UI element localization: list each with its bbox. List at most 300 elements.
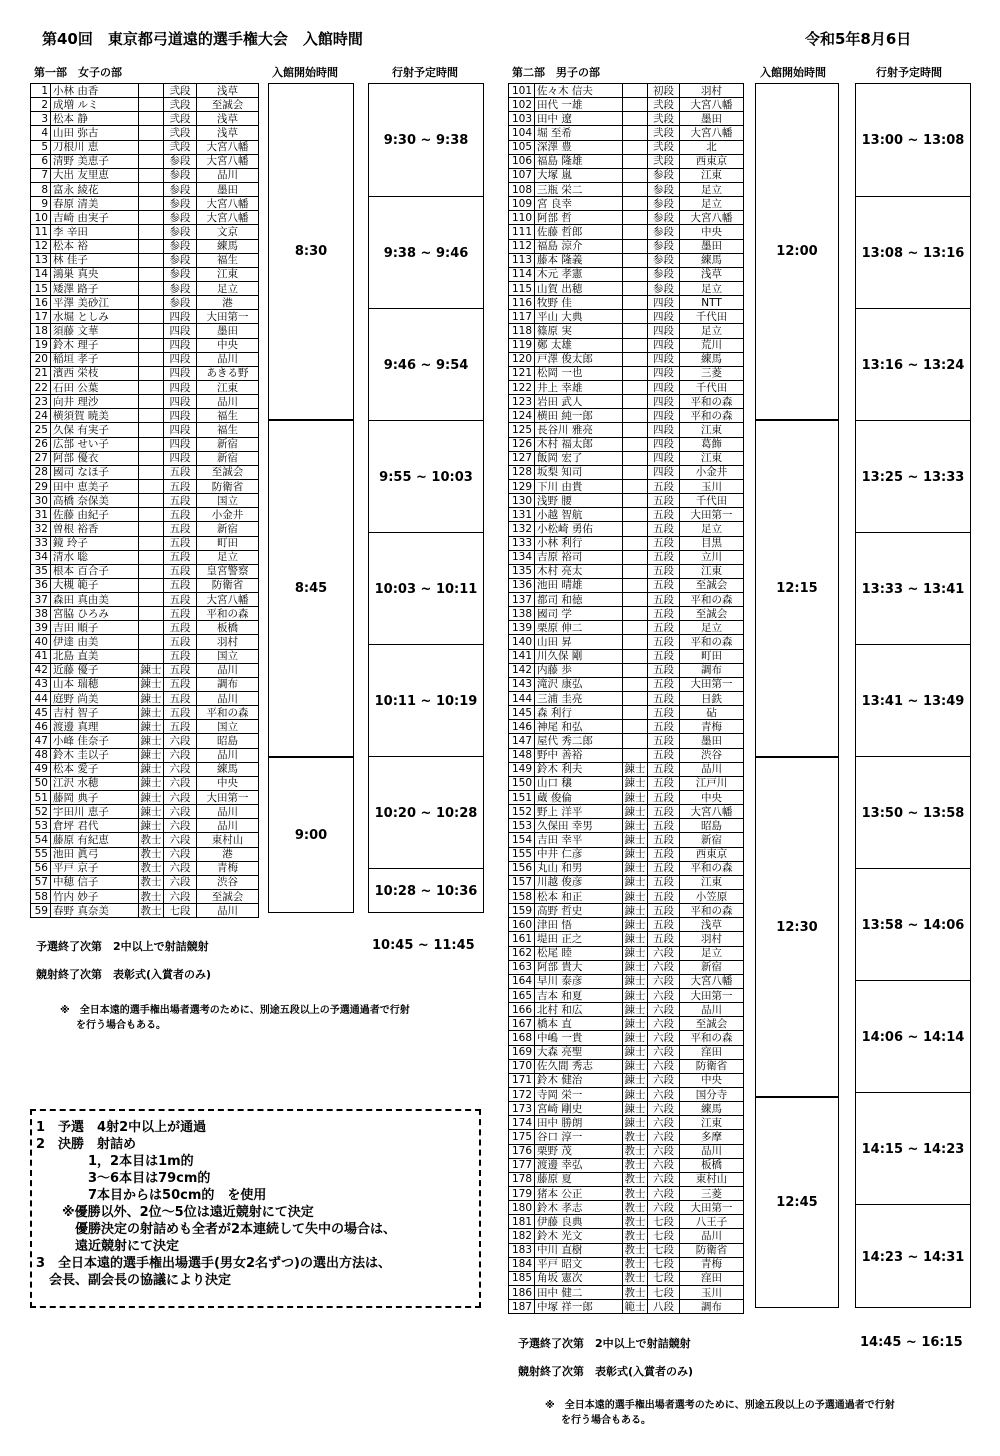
men-rank: 五段 — [648, 663, 680, 677]
women-rank: 四段 — [164, 310, 197, 324]
women-shoot-time: 10:20 ~ 10:28 — [369, 756, 483, 869]
women-competitor-name: 大槻 範子 — [51, 578, 139, 592]
women-title: 教士 — [140, 848, 162, 861]
men-row — [509, 649, 744, 663]
men-rank: 五段 — [648, 508, 680, 522]
men-competitor-name: 牧野 佳 — [535, 296, 623, 310]
men-row — [509, 1059, 744, 1073]
women-rank: 参段 — [164, 239, 197, 253]
men-rank: 六段 — [648, 1003, 680, 1017]
men-row — [509, 578, 744, 592]
women-row — [31, 437, 259, 451]
men-row — [509, 1300, 744, 1314]
men-entry-number: 118 — [509, 324, 535, 338]
women-competitor-name: 大出 友里恵 — [51, 168, 139, 182]
women-title — [139, 380, 164, 394]
men-entry-number: 170 — [509, 1059, 535, 1073]
men-competitor-name: 滝沢 康弘 — [535, 677, 623, 691]
men-title: 錬士 — [624, 947, 646, 960]
men-row — [509, 805, 744, 819]
men-rank: 七段 — [648, 1215, 680, 1229]
women-row — [31, 706, 259, 720]
women-competitor-name: 鈴木 圭以子 — [51, 748, 139, 762]
women-entry-number: 31 — [31, 508, 51, 522]
men-club: 大宮八幡 — [680, 126, 744, 140]
women-club: 至誠会 — [197, 98, 259, 112]
men-title — [623, 451, 648, 465]
women-row — [31, 536, 259, 550]
men-row — [509, 692, 744, 706]
men-entry-number: 156 — [509, 861, 535, 875]
men-rank: 弐段 — [648, 154, 680, 168]
men-row — [509, 409, 744, 423]
rules-line: 3 全日本遠的選手権出場選手(男女2名ずつ)の選出方法は、 — [36, 1256, 391, 1271]
men-entry-number: 108 — [509, 182, 535, 196]
women-entry-number: 59 — [31, 904, 51, 918]
men-competitor-name: 鈴木 光文 — [535, 1229, 623, 1243]
women-competitor-name: 林 佳子 — [51, 253, 139, 267]
men-rank: 六段 — [648, 960, 680, 974]
women-club: 町田 — [197, 536, 259, 550]
men-rank: 六段 — [648, 1186, 680, 1200]
men-competitor-name: 久保田 幸男 — [535, 819, 623, 833]
women-rank: 五段 — [164, 550, 197, 564]
men-rank: 四段 — [648, 310, 680, 324]
men-rank: 参段 — [648, 225, 680, 239]
women-title: 錬士 — [140, 735, 162, 748]
men-club: 西東京 — [680, 154, 744, 168]
men-entry-number: 178 — [509, 1172, 535, 1186]
men-club: 平和の森 — [680, 635, 744, 649]
rules-line: 7本目からは50cm的 を使用 — [36, 1188, 267, 1203]
men-competitor-name: 野中 善裕 — [535, 748, 623, 762]
men-entry-number: 166 — [509, 1003, 535, 1017]
men-entry-number: 140 — [509, 635, 535, 649]
men-club: 足立 — [680, 281, 744, 295]
women-competitor-name: 根本 百合子 — [51, 564, 139, 578]
women-title — [139, 366, 164, 380]
men-row — [509, 904, 744, 918]
women-entry-number: 52 — [31, 805, 51, 819]
men-club: 江東 — [680, 451, 744, 465]
men-club: 平和の森 — [680, 861, 744, 875]
women-row — [31, 182, 259, 196]
men-row — [509, 1271, 744, 1285]
women-club: 渋谷 — [197, 875, 259, 889]
men-entry-number: 111 — [509, 225, 535, 239]
women-competitor-name: 山本 瑞穂 — [51, 677, 139, 691]
women-club: 品川 — [197, 805, 259, 819]
rules-line: 会長、副会長の協議により決定 — [36, 1273, 232, 1288]
men-title — [623, 550, 648, 564]
women-row — [31, 564, 259, 578]
women-entry-number: 9 — [31, 197, 51, 211]
men-entry-number: 187 — [509, 1300, 535, 1314]
men-competitor-name: 佐久間 秀志 — [535, 1059, 623, 1073]
men-title — [623, 168, 648, 182]
men-title: 錬士 — [624, 834, 646, 847]
women-entry-number: 22 — [31, 380, 51, 394]
women-club: 大宮八幡 — [197, 140, 259, 154]
men-title — [623, 366, 648, 380]
men-entry-number: 116 — [509, 296, 535, 310]
men-rank: 六段 — [648, 1059, 680, 1073]
men-entry-number: 168 — [509, 1031, 535, 1045]
men-competitor-name: 小越 智航 — [535, 508, 623, 522]
men-entry-number: 184 — [509, 1257, 535, 1271]
women-competitor-name: 松本 裕 — [51, 239, 139, 253]
men-competitor-name: 丸山 和男 — [535, 861, 623, 875]
men-title — [623, 649, 648, 663]
men-competitor-name: 谷口 淳一 — [535, 1130, 623, 1144]
women-club: 平和の森 — [197, 706, 259, 720]
men-title: 錬士 — [624, 848, 646, 861]
women-title — [139, 578, 164, 592]
men-entry-number: 109 — [509, 197, 535, 211]
men-competitor-name: 横田 純一郎 — [535, 409, 623, 423]
men-rank: 五段 — [648, 720, 680, 734]
men-title — [623, 98, 648, 112]
men-competitor-name: 堤田 正之 — [535, 932, 623, 946]
women-club: 大宮八幡 — [197, 593, 259, 607]
men-row — [509, 1017, 744, 1031]
men-title: 錬士 — [624, 876, 646, 889]
women-row — [31, 550, 259, 564]
men-title: 教士 — [624, 1201, 646, 1214]
men-row — [509, 1045, 744, 1059]
women-row — [31, 649, 259, 663]
women-club: 国立 — [197, 720, 259, 734]
women-entry-number: 20 — [31, 352, 51, 366]
women-rank: 参段 — [164, 267, 197, 281]
men-title: 錬士 — [624, 1102, 646, 1115]
men-competitor-name: 栗原 伸二 — [535, 621, 623, 635]
men-entry-number: 173 — [509, 1102, 535, 1116]
men-row — [509, 1158, 744, 1172]
women-row — [31, 409, 259, 423]
men-entry-number: 149 — [509, 762, 535, 776]
men-club: 大田第一 — [680, 508, 744, 522]
men-rank: 参段 — [648, 267, 680, 281]
men-competitor-name: 中嶋 一貴 — [535, 1031, 623, 1045]
women-competitor-name: 清野 美恵子 — [51, 154, 139, 168]
men-row — [509, 663, 744, 677]
women-row — [31, 112, 259, 126]
women-competitor-name: 石田 公葉 — [51, 380, 139, 394]
men-club: 江東 — [680, 1116, 744, 1130]
women-entry-number: 24 — [31, 409, 51, 423]
men-shoot-time: 13:41 ~ 13:49 — [856, 644, 970, 757]
men-competitor-name: 山口 穣 — [535, 776, 623, 790]
men-title — [623, 140, 648, 154]
men-title — [623, 663, 648, 677]
women-rank: 六段 — [164, 890, 197, 904]
women-club: 大宮八幡 — [197, 154, 259, 168]
men-title — [623, 437, 648, 451]
men-competitor-name: 早川 泰彦 — [535, 974, 623, 988]
men-shoot-time: 13:08 ~ 13:16 — [856, 196, 970, 309]
women-entry-number: 33 — [31, 536, 51, 550]
men-club: 新宿 — [680, 833, 744, 847]
men-entry-number: 117 — [509, 310, 535, 324]
men-title — [623, 692, 648, 706]
women-entry-number: 16 — [31, 296, 51, 310]
women-row — [31, 296, 259, 310]
men-title — [623, 225, 648, 239]
men-competitor-name: 田中 勝朗 — [535, 1116, 623, 1130]
men-note-line1: ※ 全日本遠的選手権出場者選考のために、別途五段以上の予選通過者で行射 — [545, 1400, 895, 1411]
women-entry-number: 21 — [31, 366, 51, 380]
men-title — [623, 494, 648, 508]
men-competitor-name: 鈴木 健治 — [535, 1073, 623, 1087]
women-club: 浅草 — [197, 84, 259, 98]
men-row — [509, 776, 744, 790]
men-competitor-name: 藤本 隆義 — [535, 253, 623, 267]
men-entry-number: 154 — [509, 833, 535, 847]
men-title: 教士 — [624, 1145, 646, 1158]
men-rank: 五段 — [648, 479, 680, 493]
men-club: 大宮八幡 — [680, 98, 744, 112]
women-club: 江東 — [197, 380, 259, 394]
rules-box — [30, 1109, 481, 1308]
women-competitor-name: 平澤 美砂江 — [51, 296, 139, 310]
men-competitor-name: 木村 亮太 — [535, 564, 623, 578]
women-title — [139, 508, 164, 522]
men-club: 江東 — [680, 875, 744, 889]
men-club: 新宿 — [680, 960, 744, 974]
women-title: 錬士 — [140, 749, 162, 762]
men-club: 墨田 — [680, 239, 744, 253]
women-club: 品川 — [197, 663, 259, 677]
women-competitor-name: 刀根川 恵 — [51, 140, 139, 154]
men-rank: 六段 — [648, 974, 680, 988]
men-shoot-time: 13:16 ~ 13:24 — [856, 308, 970, 421]
women-row — [31, 423, 259, 437]
men-title: 錬士 — [624, 1003, 646, 1016]
men-entry-number: 146 — [509, 720, 535, 734]
women-title: 錬士 — [140, 706, 162, 719]
men-title — [623, 352, 648, 366]
women-title — [139, 168, 164, 182]
men-entry-number: 134 — [509, 550, 535, 564]
men-club: 練馬 — [680, 253, 744, 267]
men-rank: 四段 — [648, 338, 680, 352]
men-rank: 五段 — [648, 904, 680, 918]
women-title — [139, 225, 164, 239]
men-row — [509, 451, 744, 465]
men-competitor-name: 井上 幸雄 — [535, 380, 623, 394]
men-rank: 五段 — [648, 494, 680, 508]
women-rank: 五段 — [164, 663, 197, 677]
men-entry-number: 165 — [509, 989, 535, 1003]
men-club: 荒川 — [680, 338, 744, 352]
men-club: 平和の森 — [680, 395, 744, 409]
men-row — [509, 677, 744, 691]
men-row — [509, 310, 744, 324]
men-club: 大田第一 — [680, 677, 744, 691]
men-title — [623, 253, 648, 267]
men-rank: 参段 — [648, 168, 680, 182]
women-entry-time-2: 8:45 — [268, 420, 354, 757]
women-rank: 参段 — [164, 211, 197, 225]
men-club: 昭島 — [680, 819, 744, 833]
women-rank: 四段 — [164, 437, 197, 451]
women-entry-number: 10 — [31, 211, 51, 225]
men-rank: 五段 — [648, 649, 680, 663]
women-rank: 四段 — [164, 380, 197, 394]
women-club: 青梅 — [197, 861, 259, 875]
women-competitor-name: 広部 せい子 — [51, 437, 139, 451]
men-rank: 六段 — [648, 1172, 680, 1186]
men-entry-number: 137 — [509, 593, 535, 607]
men-entry-number: 147 — [509, 734, 535, 748]
women-title: 錬士 — [140, 692, 162, 705]
women-competitor-name: 山田 弥古 — [51, 126, 139, 140]
women-row — [31, 267, 259, 281]
men-competitor-name: 大塚 嵐 — [535, 168, 623, 182]
women-club: 品川 — [197, 168, 259, 182]
women-title — [139, 352, 164, 366]
men-rank: 五段 — [648, 805, 680, 819]
men-club: NTT — [680, 296, 744, 310]
women-entry-number: 38 — [31, 607, 51, 621]
rules-line: 優勝決定の射詰めも全者が2本連続して失中の場合は、 — [36, 1222, 397, 1237]
women-rank: 弐段 — [164, 140, 197, 154]
women-entry-number: 40 — [31, 635, 51, 649]
women-title: 教士 — [140, 834, 162, 847]
women-shoot-times — [368, 83, 484, 913]
men-competitor-name: 大森 亮聖 — [535, 1045, 623, 1059]
women-row — [31, 239, 259, 253]
men-title — [623, 423, 648, 437]
women-competitor-name: 成増 ルミ — [51, 98, 139, 112]
women-row — [31, 776, 259, 790]
women-title — [139, 494, 164, 508]
women-club: 新宿 — [197, 522, 259, 536]
men-shoot-time: 13:00 ~ 13:08 — [861, 132, 965, 148]
men-row — [509, 437, 744, 451]
women-rank: 六段 — [164, 791, 197, 805]
women-row — [31, 494, 259, 508]
women-title — [139, 310, 164, 324]
men-row — [509, 890, 744, 904]
men-shoot-times — [855, 83, 971, 1308]
men-row — [509, 423, 744, 437]
men-competitor-name: 吉田 幸平 — [535, 833, 623, 847]
women-rank: 弐段 — [164, 112, 197, 126]
men-rank: 参段 — [648, 281, 680, 295]
men-entry-number: 151 — [509, 791, 535, 805]
women-entry-number: 50 — [31, 776, 51, 790]
men-row — [509, 225, 744, 239]
men-rank: 六段 — [648, 1144, 680, 1158]
men-row — [509, 989, 744, 1003]
men-club: 至誠会 — [680, 607, 744, 621]
men-row — [509, 182, 744, 196]
men-rank: 五段 — [648, 607, 680, 621]
men-entry-number: 104 — [509, 126, 535, 140]
men-row — [509, 1243, 744, 1257]
men-title — [623, 267, 648, 281]
women-row — [31, 168, 259, 182]
men-entry-number: 130 — [509, 494, 535, 508]
women-row — [31, 847, 259, 861]
men-club: 大田第一 — [680, 989, 744, 1003]
men-row — [509, 395, 744, 409]
men-competitor-name: 飯岡 宏了 — [535, 451, 623, 465]
women-competitor-name: 竹内 妙子 — [51, 890, 139, 904]
women-club: 防衛省 — [197, 479, 259, 493]
men-rank: 五段 — [648, 776, 680, 790]
women-club: 皇宮警察 — [197, 564, 259, 578]
women-row — [31, 692, 259, 706]
women-row — [31, 324, 259, 338]
men-club: 中央 — [680, 791, 744, 805]
men-rank: 六段 — [648, 1102, 680, 1116]
women-club: 国立 — [197, 494, 259, 508]
women-club: 浅草 — [197, 126, 259, 140]
women-club: 福生 — [197, 409, 259, 423]
men-club: 玉川 — [680, 1285, 744, 1299]
men-competitor-name: 伊藤 良典 — [535, 1215, 623, 1229]
women-entry-number: 48 — [31, 748, 51, 762]
men-entry-number: 103 — [509, 112, 535, 126]
men-rank: 五段 — [648, 890, 680, 904]
men-entry-number: 113 — [509, 253, 535, 267]
men-club: 窪田 — [680, 1271, 744, 1285]
women-title — [139, 267, 164, 281]
men-rank: 七段 — [648, 1229, 680, 1243]
women-rank: 四段 — [164, 366, 197, 380]
women-entry-number: 42 — [31, 663, 51, 677]
men-rank: 参段 — [648, 182, 680, 196]
women-rank: 五段 — [164, 621, 197, 635]
men-competitor-name: 坂梨 知司 — [535, 465, 623, 479]
women-club: 江東 — [197, 267, 259, 281]
men-competitor-name: 平山 大典 — [535, 310, 623, 324]
men-club: 江戸川 — [680, 776, 744, 790]
men-entry-number: 169 — [509, 1045, 535, 1059]
men-title — [623, 154, 648, 168]
men-title — [623, 508, 648, 522]
men-row — [509, 720, 744, 734]
women-row — [31, 635, 259, 649]
men-rank: 五段 — [648, 692, 680, 706]
men-club: 浅草 — [680, 267, 744, 281]
men-rank: 五段 — [648, 791, 680, 805]
men-rank: 八段 — [648, 1300, 680, 1314]
women-entry-number: 27 — [31, 451, 51, 465]
women-competitor-name: 高橋 奈保美 — [51, 494, 139, 508]
women-competitor-name: 平戸 京子 — [51, 861, 139, 875]
men-row — [509, 140, 744, 154]
men-row — [509, 1285, 744, 1299]
men-row — [509, 239, 744, 253]
men-club: 板橋 — [680, 1158, 744, 1172]
women-rank: 五段 — [164, 564, 197, 578]
men-rank: 五段 — [648, 918, 680, 932]
men-rank: 五段 — [648, 875, 680, 889]
men-rank: 五段 — [648, 635, 680, 649]
men-competitor-name: 渡邊 幸弘 — [535, 1158, 623, 1172]
women-title: 錬士 — [140, 805, 162, 818]
men-club: 中央 — [680, 1073, 744, 1087]
men-club: 江東 — [680, 168, 744, 182]
women-row — [31, 225, 259, 239]
men-rank: 五段 — [648, 734, 680, 748]
women-competitor-name: 近藤 優子 — [51, 663, 139, 677]
women-entry-number: 41 — [31, 649, 51, 663]
